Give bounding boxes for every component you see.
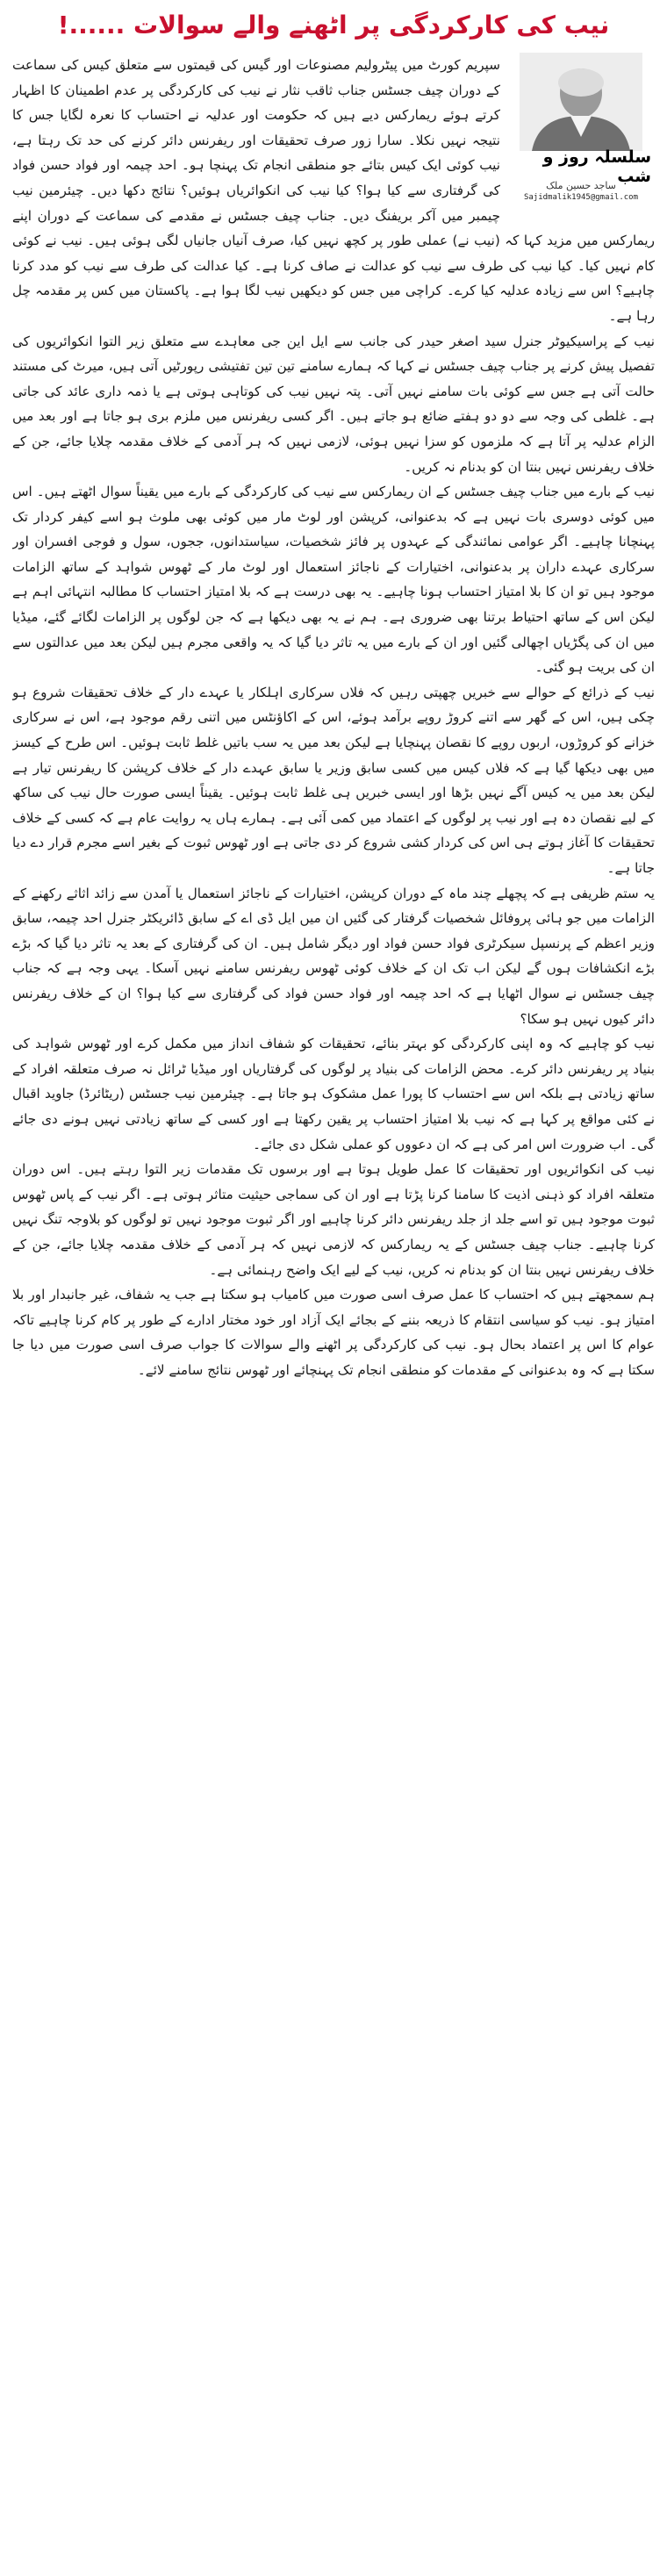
paragraph-1: سپریم کورٹ میں پیٹرولیم مصنوعات اور گیس کی قیمتوں سے متعلق کیس کی سماعت کے دوران چیف جسٹس جناب ثاقب نثار نے نیب کی کارکردگی پر عدم اطمینان کا اظہار کرتے ہوئے ریمارکس دیے ہیں کہ حکومت اور عدلیہ نے احتساب کا نعرہ لگایا جس کا نتیجہ نہیں نکلا۔ سارا زور صرف تحقیقات اور ریفرنس دائر کرنے کی حد تک رہتا ہے، نیب کوئی ایک کیس بتائے جو منطقی انجام تک پہنچا ہو۔ احد چیمہ اور فواد حسن فواد کی گرفتاری سے کیا ہوا؟ کیا نیب کی انکوائریاں ہوئیں؟ نتائج دکھا دیں۔ چیئرمین نیب چیمبر میں آکر بریفنگ دیں۔ جناب چیف جسٹس نے مقدمے کی سماعت کے دوران اپنے ریمارکس میں مزید کہا کہ (نیب نے) عملی طور پر کچھ نہیں کیا، صرف آنیاں جانیاں لگی ہوئی ہیں۔ نیب نے کوئی کام نہیں کیا۔ کیا نیب کی طرف سے نیب کو عدالت نے صاف کرنا ہے۔ کیا عدالت کی طرف سے نیب کو مدد کرنا چاہیے؟ اس سے زیادہ عدلیہ کیا کرے۔ کراچی میں جس کو دیکھیں نیب لگا ہوا ہے۔ پاکستان میں کس پر مقدمہ چل رہا ہے۔ <box>12 57 655 324</box>
paragraph-6: نیب کو چاہیے کہ وہ اپنی کارکردگی کو بہتر بنائے، تحقیقات کو شفاف انداز میں مکمل کرے اور ٹھوس شواہد کی بنیاد پر ریفرنس دائر کرے۔ محض الزامات کی بنیاد پر لوگوں کی گرفتاریاں اور میڈیا ٹرائل نہ صرف متعلقہ افراد کے ساتھ زیادتی ہے بلکہ اس سے احتساب کا پورا عمل مشکوک ہو جاتا ہے۔ چیئرمین نیب جسٹس (ریٹائرڈ) جاوید اقبال نے کئی مواقع پر کہا ہے کہ نیب بلا امتیاز احتساب پر یقین رکھتا ہے اور کسی کے ساتھ زیادتی نہیں ہونے دی جائے گی۔ اب ضرورت اس امر کی ہے کہ ان دعووں کو عملی شکل دی جائے۔ <box>12 1036 655 1152</box>
paragraph-8: ہم سمجھتے ہیں کہ احتساب کا عمل صرف اسی صورت میں کامیاب ہو سکتا ہے جب یہ شفاف، غیر جانبدار اور بلا امتیاز ہو۔ نیب کو سیاسی انتقام کا ذریعہ بننے کے بجائے ایک آزاد اور خود مختار ادارے کے طور پر کام کرنا چاہیے تاکہ عوام کا اس پر اعتماد بحال ہو۔ نیب کی کارکردگی پر اٹھنے والے سوالات کا جواب صرف اسی صورت میں دیا جا سکتا ہے کہ وہ بدعنوانی کے مقدمات کو منطقی انجام تک پہنچائے اور ٹھوس نتائج سامنے لائے۔ <box>12 1287 655 1378</box>
author-email: Sajidmalik1945@gmail.com <box>523 193 639 202</box>
author-name: ساجد حسین ملک <box>546 180 616 191</box>
paragraph-2: نیب کے پراسیکیوٹر جنرل سید اصغر حیدر کی جانب سے ایل این جی معاہدے سے متعلق زیر التوا انکوائریوں کی تفصیل پیش کرنے پر جناب چیف جسٹس نے کہا کہ ہمارے سامنے تین تین تفتیشی رپورٹیں آتی ہیں، میرٹ کی مستند حالت آتی ہے جس سے کوئی بات سامنے نہیں آتی۔ پتہ نہیں نیب کی کوتاہی ہوتی ہے یا ذمہ داری عائد کی جاتی ہے۔ غلطی کی وجہ سے دو دو ہفتے ضائع ہو جاتے ہیں۔ اگر کسی ریفرنس میں ملزم بری ہو جاتا ہے اور بعد میں الزام عدلیہ پر آتا ہے کہ ملزموں کو سزا نہیں ہوئی، لازمی نہیں کہ ہر آدمی کے خلاف مقدمہ چلایا جائے، جن کے خلاف ریفرنس نہیں بنتا ان کو بدنام نہ کریں۔ <box>12 333 655 475</box>
paragraph-7: نیب کی انکوائریوں اور تحقیقات کا عمل طویل ہوتا ہے اور برسوں تک مقدمات زیر التوا رہتے ہیں۔ اس دوران متعلقہ افراد کو ذہنی اذیت کا سامنا کرنا پڑتا ہے اور ان کی سماجی حیثیت متاثر ہوتی ہے۔ اگر نیب کے پاس ٹھوس ثبوت موجود ہیں تو اسے جلد از جلد ریفرنس دائر کرنا چاہیے اور اگر ثبوت موجود نہیں تو لوگوں کو بلاوجہ تنگ نہیں کرنا چاہیے۔ جناب چیف جسٹس کے یہ ریمارکس کہ لازمی نہیں کہ ہر آدمی کے خلاف مقدمہ چلایا جائے، جن کے خلاف ریفرنس نہیں بنتا ان کو بدنام نہ کریں، نیب کے لیے ایک واضح رہنمائی ہے۔ <box>12 1161 655 1278</box>
byline-float-spacer <box>500 53 655 216</box>
paragraph-4: نیب کے ذرائع کے حوالے سے خبریں چھپتی رہیں کہ فلاں سرکاری اہلکار یا عہدے دار کے خلاف تحقیقات شروع ہو چکی ہیں، اس کے گھر سے اتنے کروڑ روپے برآمد ہوئے، اس کے اکاؤنٹس میں اتنی رقم موجود ہے، اس نے سرکاری خزانے کو کروڑوں، اربوں روپے کا نقصان پہنچایا ہے لیکن بعد میں یہ سب باتیں غلط ثابت ہوئیں۔ اس طرح کے کیسز میں بھی دیکھا گیا ہے کہ فلاں کیس میں کسی سابق وزیر یا سابق عہدے دار کے خلاف کرپشن کا ریفرنس تیار ہے لیکن بعد میں یہ کیس آگے نہیں بڑھا اور ایسی خبریں ہی غلط ثابت ہوئیں۔ یقیناً ایسی صورت حال نیب کی ساکھ کے لیے نقصان دہ ہے اور نیب پر لوگوں کے اعتماد میں کمی آئی ہے۔ ہمارے ہاں یہ روایت عام ہے کہ کسی کے خلاف تحقیقات کا آغاز ہوتے ہی اس کی کردار کشی شروع کر دی جاتی ہے اور ٹھوس ثبوت کے بغیر اسے مجرم قرار دے دیا جاتا ہے۔ <box>12 684 655 876</box>
article-body <box>12 53 655 2569</box>
paragraph-5: یہ ستم ظریفی ہے کہ پچھلے چند ماہ کے دوران کرپشن، اختیارات کے ناجائز استعمال یا آمدن سے زائد اثاثے رکھنے کے الزامات میں جو ہائی پروفائل شخصیات گرفتار کی گئیں ان میں ایل ڈی اے کے سابق ڈائریکٹر جنرل احد چیمہ، سابق وزیر اعظم کے پرنسپل سیکرٹری فواد حسن فواد اور دیگر شامل ہیں۔ ان کی گرفتاری کے بعد یہ تاثر دیا گیا کہ بڑے بڑے انکشافات ہوں گے لیکن اب تک ان کے خلاف کوئی ٹھوس ریفرنس سامنے نہیں آسکا۔ یہی وجہ ہے کہ جناب چیف جسٹس نے سوال اٹھایا ہے کہ احد چیمہ اور فواد حسن فواد کی گرفتاری سے کیا ہوا؟ ان کے خلاف ریفرنس دائر کیوں نہیں ہو سکا؟ <box>12 885 655 1027</box>
column-name-text: سلسلہ روز و شب <box>542 147 651 186</box>
paragraph-3: نیب کے بارے میں جناب چیف جسٹس کے ان ریمارکس سے نیب کی کارکردگی کے بارے میں یقیناً سوال اٹھتے ہیں۔ اس میں کوئی دوسری بات نہیں ہے کہ بدعنوانی، کرپشن اور لوٹ مار میں کوئی بھی ملوث ہو اسے کیفر کردار تک پہنچانا چاہیے۔ اگر عوامی نمائندگی کے عہدوں پر فائز شخصیات، سیاستدانوں، ججوں، سول و فوجی افسران اور سرکاری عہدے داران پر بدعنوانی، اختیارات کے ناجائز استعمال اور لوٹ مار کے ٹھوس شواہد کے ساتھ الزامات موجود ہیں تو ان کا بلا امتیاز احتساب ہونا چاہیے۔ یہ بھی درست ہے کہ بلا امتیاز احتساب کا مطالبہ انتہائی اہم ہے لیکن اس کے ساتھ احتیاط برتنا بھی ضروری ہے۔ ہم نے یہ بھی دیکھا ہے کہ جن لوگوں پر الزامات لگائے گئے، میڈیا میں ان کی پگڑیاں اچھالی گئیں اور ان کے بارے میں یہ تاثر دیا گیا کہ یہ واقعی مجرم ہیں لیکن بعد میں عدالتوں سے ان کی بریت ہو گئی۔ <box>12 484 655 676</box>
article-headline: نیب کی کارکردگی پر اٹھنے والے سوالات ......! <box>57 10 610 39</box>
